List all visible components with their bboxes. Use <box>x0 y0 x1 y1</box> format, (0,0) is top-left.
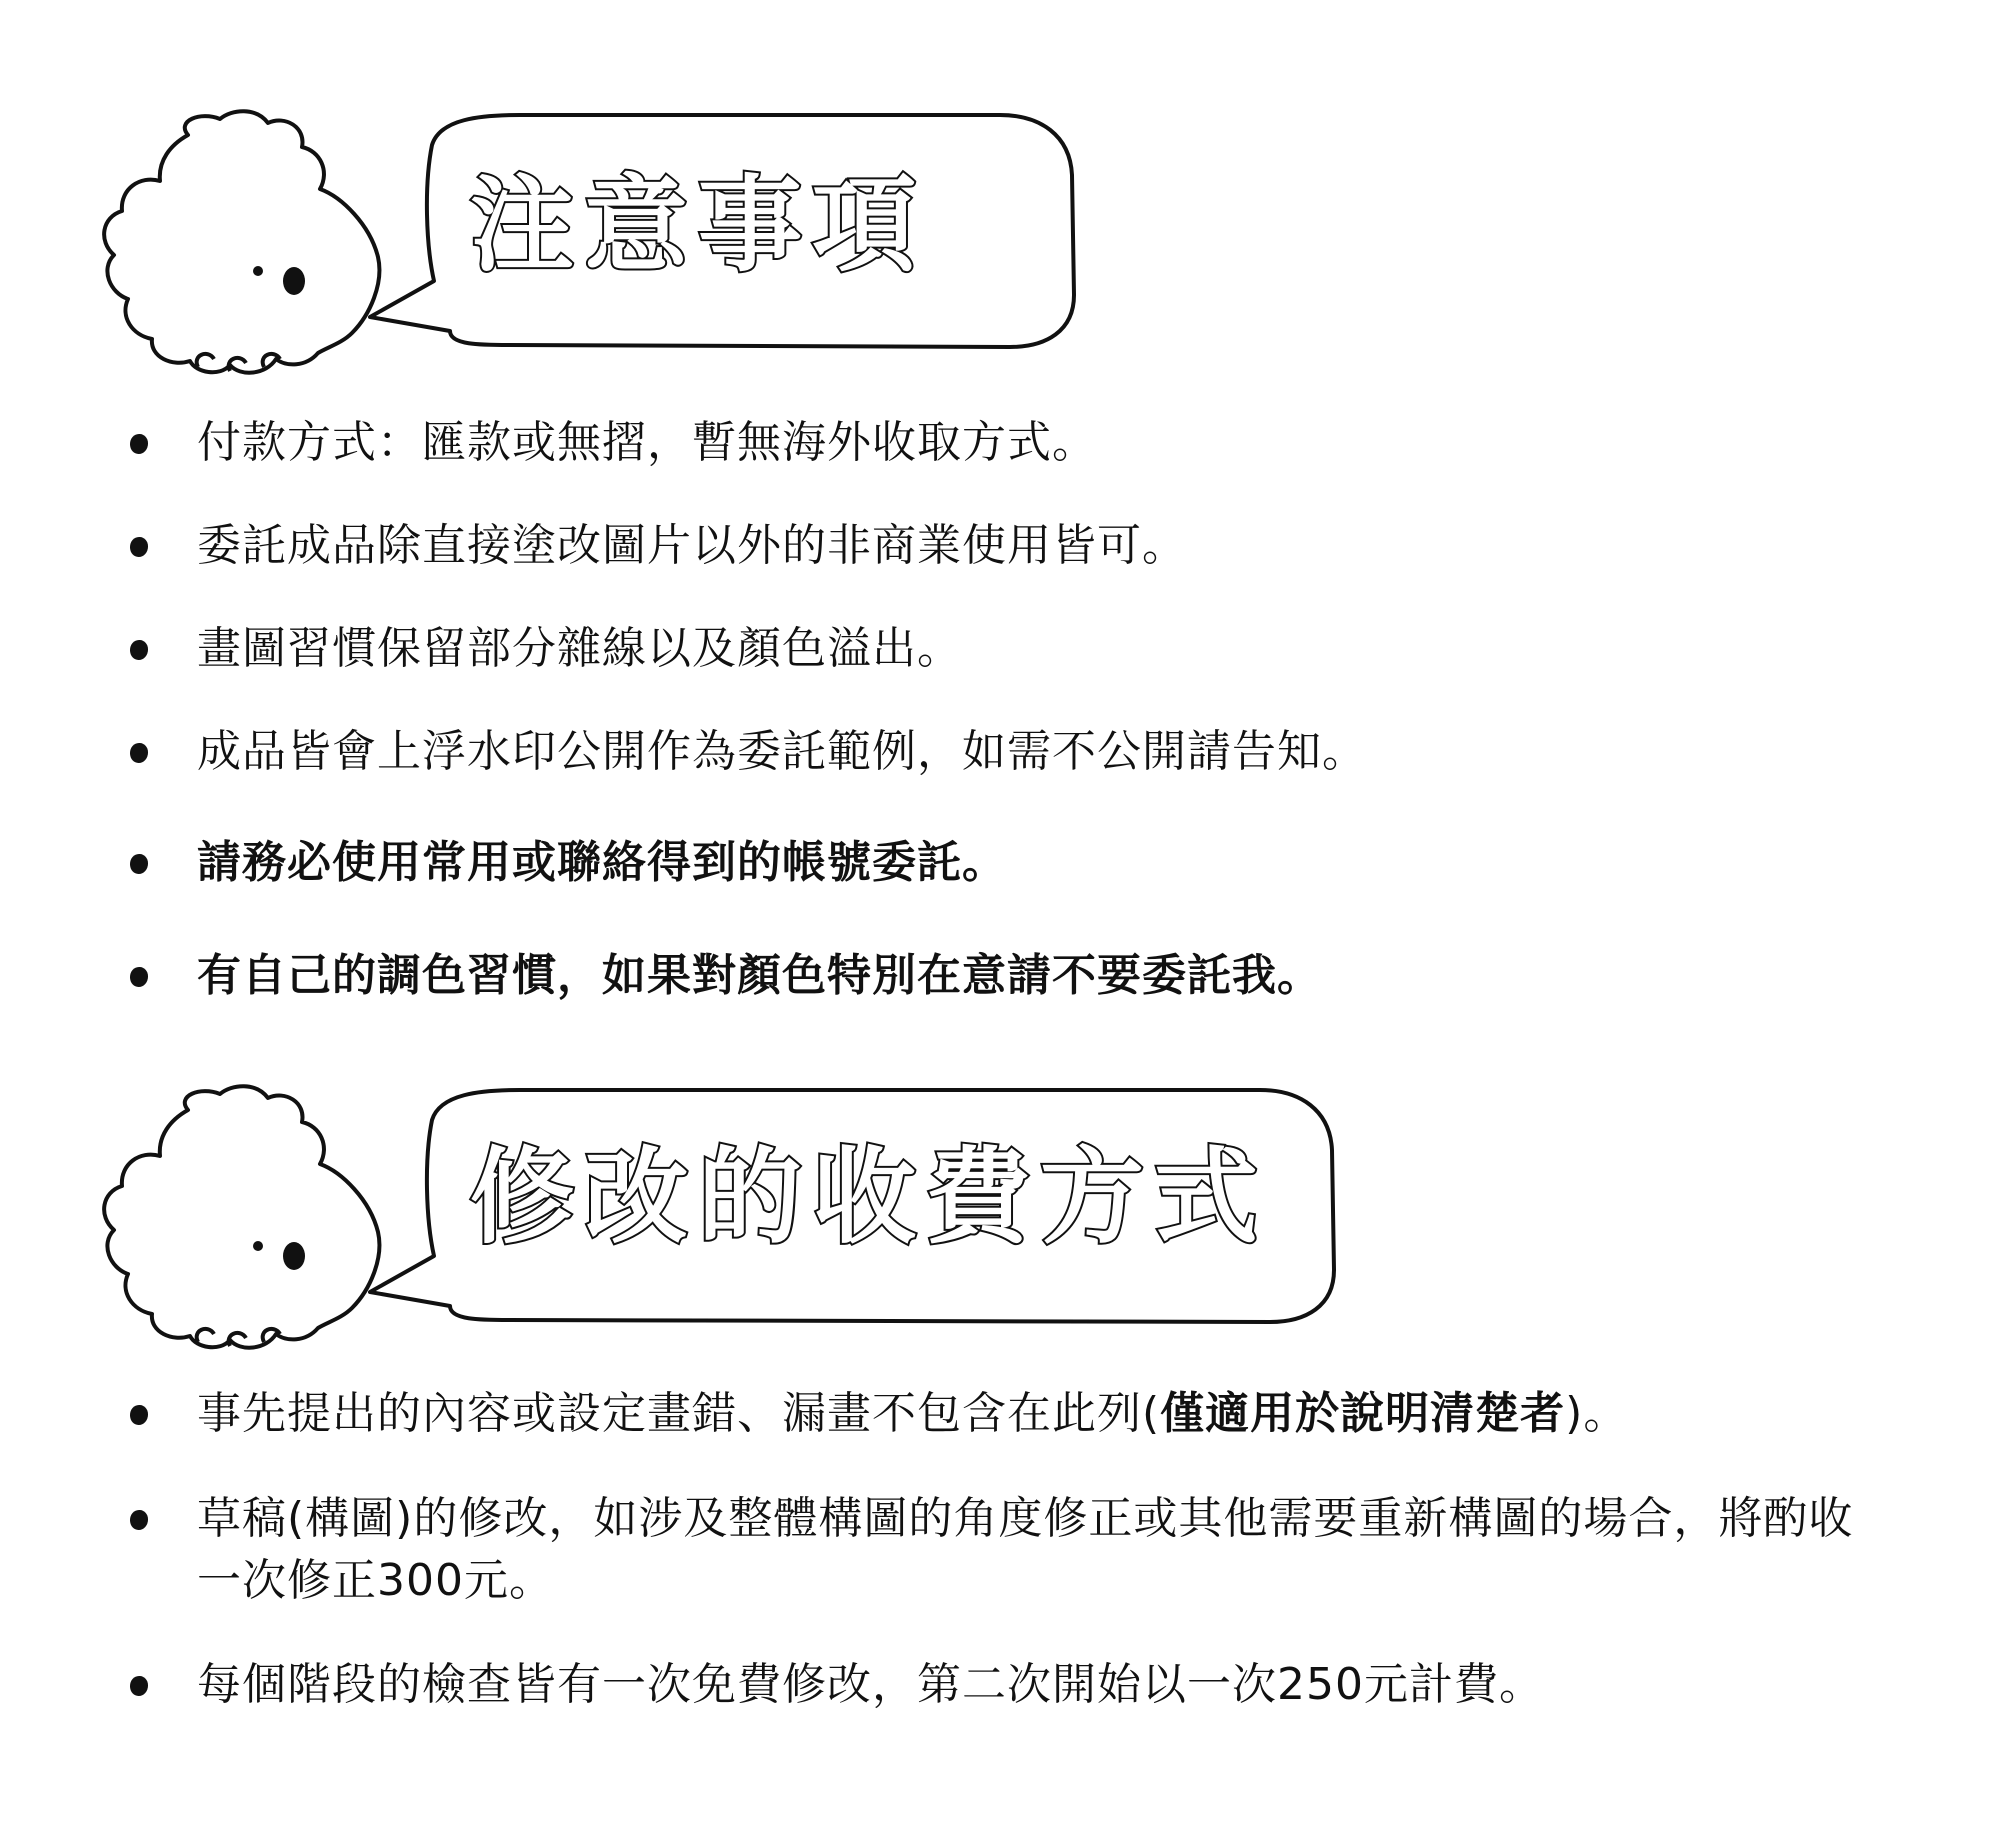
bullet-dot-icon <box>130 434 148 454</box>
section-revision-fees <box>0 1040 2016 1834</box>
bullet-dot-icon <box>130 640 148 660</box>
list-item-text: 請務必使用常用或聯絡得到的帳號委託。 <box>197 837 1007 888</box>
bullet-dot-icon <box>130 854 148 874</box>
list-item-text: 草稿(構圖)的修改，如涉及整體構圖的角度修正或其他需要重新構圖的場合，將酌收一次修正300元。 <box>197 1493 1854 1606</box>
bullet-dot-icon <box>130 537 148 557</box>
bullet-dot-icon <box>130 967 148 987</box>
list-item-text: 有自己的調色習慣，如果對顏色特別在意請不要委託我。 <box>197 950 1322 1001</box>
list-item-text: 付款方式：匯款或無摺，暫無海外收取方式。 <box>197 417 1097 468</box>
bullet-dot-icon <box>130 1405 148 1425</box>
list-item-text: 委託成品除直接塗改圖片以外的非商業使用皆可。 <box>197 520 1187 571</box>
bullet-dot-icon <box>130 1676 148 1696</box>
bullet-dot-icon <box>130 1510 148 1530</box>
list-item-text: 畫圖習慣保留部分雜線以及顏色溢出。 <box>197 623 962 674</box>
list-item-text-part: )。 <box>1565 1388 1629 1439</box>
list-item-text: 成品皆會上浮水印公開作為委託範例，如需不公開請告知。 <box>197 726 1367 777</box>
list-item-text: 每個階段的檢查皆有一次免費修改，第二次開始以一次250元計費。 <box>197 1659 1544 1710</box>
list-item-text-emphasis: 僅適用於說明清楚者 <box>1160 1388 1566 1439</box>
list-item-text-part: 事先提出的內容或設定畫錯、漏畫不包含在此列( <box>197 1388 1161 1439</box>
section-heading-revision-fees: 修改的收費方式 <box>470 1136 1269 1258</box>
section-heading-notes: 注意事項 <box>470 164 927 286</box>
list-item-text <box>197 1383 1897 1445</box>
bullet-dot-icon <box>130 743 148 763</box>
